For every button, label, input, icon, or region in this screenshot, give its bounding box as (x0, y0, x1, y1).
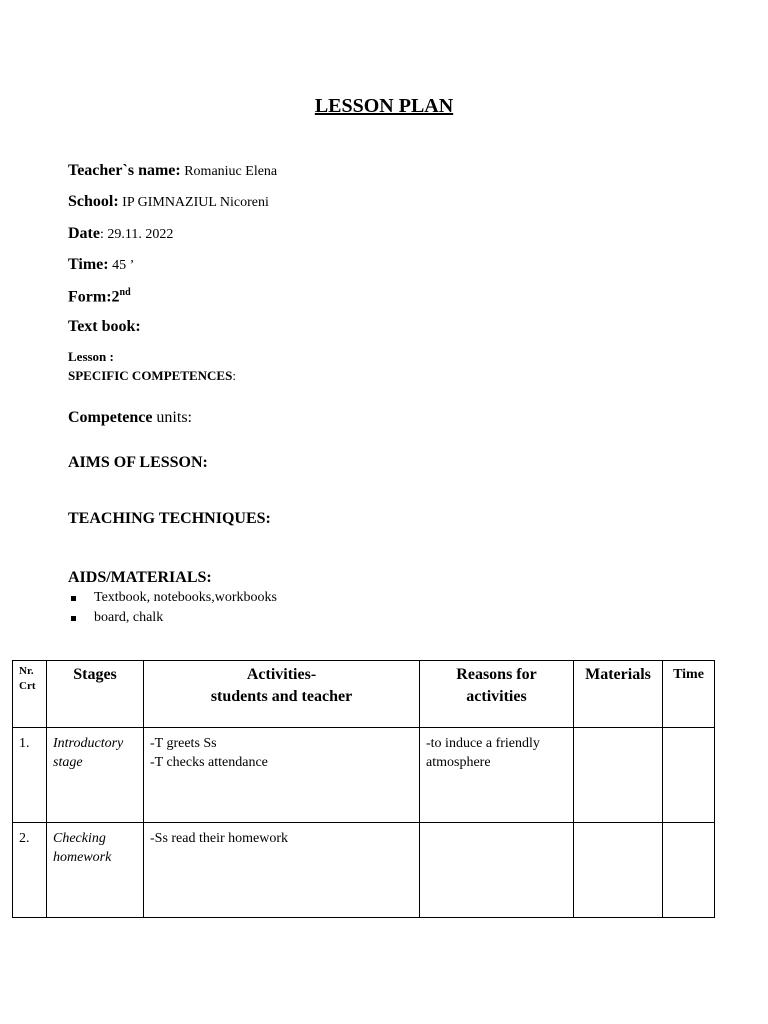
aids-list (94, 588, 277, 628)
page-title: LESSON PLAN (314, 95, 454, 117)
lesson-label: Lesson : (68, 349, 114, 364)
specific-competences (68, 368, 236, 384)
header-materials: Materials (574, 661, 663, 728)
lesson-plan-table (12, 660, 715, 918)
cell-activities: -Ss read their homework (144, 823, 420, 918)
table-row (13, 728, 715, 823)
aids-materials-heading: AIDS/MATERIALS: (68, 569, 212, 586)
form-field (68, 287, 131, 306)
cell-materials (574, 823, 663, 918)
list-item: Textbook, notebooks,workbooks (94, 588, 277, 608)
list-item: board, chalk (94, 608, 277, 628)
teacher-name-field (68, 162, 277, 180)
form-superscript: nd (119, 287, 131, 298)
text-book-field (68, 318, 141, 336)
date-field (68, 225, 173, 243)
teacher-name-label: Teacher`s name: (68, 162, 181, 179)
time-label: Time: (68, 256, 109, 273)
competence-label: Competence (68, 409, 153, 426)
form-label: Form:2 (68, 288, 120, 306)
cell-reasons (420, 823, 574, 918)
time-value: 45 ’ (108, 258, 135, 273)
cell-stage: Introductory stage (47, 728, 144, 823)
cell-stage: Checking homework (47, 823, 144, 918)
text-book-label: Text book: (68, 318, 141, 335)
teacher-name-value: Romaniuc Elena (180, 164, 278, 179)
cell-time (663, 728, 715, 823)
school-field (68, 193, 269, 211)
specific-competences-colon: : (232, 368, 236, 383)
cell-materials (574, 728, 663, 823)
header-activities: Activities- students and teacher (144, 661, 420, 728)
specific-competences-label: SPECIFIC COMPETENCES (68, 368, 233, 383)
time-field (68, 256, 134, 274)
cell-nr: 1. (13, 728, 47, 823)
competence-units (68, 409, 192, 427)
aims-heading: AIMS OF LESSON: (68, 454, 208, 471)
table-row (13, 823, 715, 918)
school-label: School: (68, 193, 119, 210)
header-reasons: Reasons for activities (420, 661, 574, 728)
cell-time (663, 823, 715, 918)
cell-activities: -T greets Ss -T checks attendance (144, 728, 420, 823)
cell-nr: 2. (13, 823, 47, 918)
competence-units-label: units: (152, 409, 192, 426)
header-stages: Stages (47, 661, 144, 728)
date-value: : 29.11. 2022 (99, 227, 174, 242)
teaching-techniques-heading: TEACHING TECHNIQUES: (68, 510, 271, 527)
table-header-row (13, 661, 715, 728)
school-value: IP GIMNAZIUL Nicoreni (118, 195, 269, 210)
date-label: Date (68, 225, 100, 242)
header-nr: Nr. Crt (13, 661, 47, 728)
header-time: Time (663, 661, 715, 728)
cell-reasons: -to induce a friendly atmosphere (420, 728, 574, 823)
